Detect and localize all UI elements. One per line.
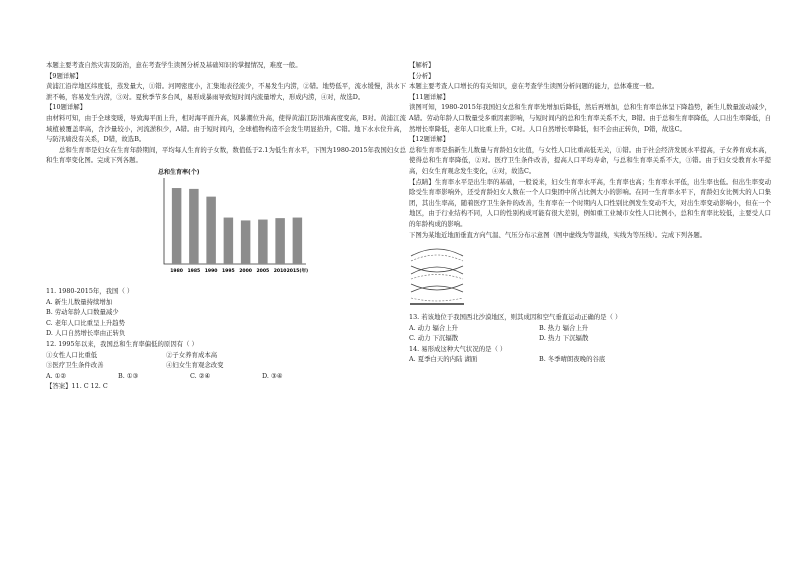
chart-tick-label-1985: 1985 — [187, 268, 201, 274]
q10-heading: 【10题详解】 — [46, 103, 87, 112]
jiexi-heading: 【解析】 — [409, 61, 435, 69]
answer-line: 【答案】11. C 12. C — [46, 382, 108, 391]
chart-tick-label-1995: 1995 — [221, 268, 235, 274]
chart-tick-label-2000: 2000 — [239, 268, 253, 274]
q11-option-d: D. 人口自然增长率由正转负 — [46, 329, 126, 338]
chart-tick-label-2010: 2010 — [273, 268, 287, 274]
fertility-intro: 总和生育率是妇女在生育年龄期间，平均每人生育的子女数，数值低于2.1为低生育水平，下图为1980-2015年我国妇女总和生育率变化图。完成下列各题。 — [46, 145, 406, 165]
fertility-chart — [158, 168, 308, 280]
q13-option-b: B. 热力 辐合上升 — [539, 323, 589, 332]
isobar-diagram-svg — [409, 244, 465, 306]
q11-explanation: 读图可知，1980-2015年我国妇女总和生育率先增加后降低，然后再增加，总和生育率总体呈下降趋势，新生儿数量波动减少，A错。劳动年龄人口数量受多重因素影响，与短时间内的总和生育率关系不大，B错。由于总和生育率降低，人口出生率降低，自然增长率降低，老年人口比重上升，C对。人口自然增长率降低，但不会由正转负，D错，故选C。 — [409, 103, 771, 133]
q13-option-a: A. 动力 辐合上升 — [409, 323, 459, 332]
q12-option-a: A. ①② — [46, 371, 67, 380]
q12-statement-1: ①女性人口比重低 — [46, 350, 98, 359]
chart-bar-2010 — [275, 218, 284, 264]
q12-statement-4: ④妇女生育观念改变 — [166, 361, 224, 370]
right-column — [409, 60, 771, 365]
q13-options-row-2 — [409, 333, 771, 344]
q12-explanation: 总和生育率是指新生儿数量与育龄妇女比值，与女性人口比重高低无关，①错。由于社会经济发展水平提高，子女养育成本高，使得总和生育率降低，②对。医疗卫生条件改善，提高人口平均寿命，与总和生育率关系不大，③错。由于妇女受教育水平提高，妇女生育观念发生变化，④对，故选C。 — [409, 145, 771, 175]
isobar-diagram — [409, 244, 465, 306]
q9-explanation: 黄浦江沿岸地区纬度低，蒸发量大，①错。河网密度小，汇集地表径流少，不易发生内涝，②错。地势低平，流水缓慢，洪水下泄不畅，容易发生内涝，③对。夏秋季节多台风，易形成暴雨导致短时间内流量增大，形成内涝，④对，故选D。 — [46, 82, 406, 101]
q11-stem: 11. 1980-2015年，我国（ ） — [46, 286, 134, 295]
left-column — [46, 60, 406, 392]
q12-option-d: D. ③④ — [262, 371, 283, 380]
q12-option-c: C. ②④ — [190, 371, 211, 380]
q13-stem: 13. 若该地位于我国西北沙漠地区，则其成因和空气垂直运动正确的是（ ） — [409, 313, 622, 322]
q12-options — [46, 371, 406, 382]
q12-statement-3: ③医疗卫生条件改善 — [46, 361, 104, 370]
q12-heading: 【12题详解】 — [409, 135, 450, 144]
q14-options-row — [409, 354, 771, 365]
chart-tick-label-2005: 2005 — [256, 268, 270, 274]
q14-option-b: B. 冬季晴朗夜晚的谷底 — [539, 355, 606, 364]
chart-bar-1985 — [189, 189, 198, 264]
q12-statement-2: ②子女养育成本高 — [166, 350, 218, 359]
tip-paragraph: 【点睛】生育率水平是出生率的基础，一般说来，妇女生育率水平高，生育率也高；生育率水平低，出生率也低。但出生率变动除受生育率影响外，还受育龄妇女人数在一个人口集团中所占比例大小的影响。在同一生育率水平下，育龄妇女比例大的人口集团，其出生率高，随着医疗卫生条件的改善，生育率在一个时期内人口性别比例发生变动不大，对出生率变动影响小，但在一个地区，由于行业结构不同，人口的性别构成可能有很大差别，例如重工业城市女性人口比例小，总和生育率比较低，主要受人口的年龄构成的影响。 — [409, 177, 771, 228]
q11-option-b: B. 劳动年龄人口数量减少 — [46, 308, 119, 317]
chart-bar-2005 — [258, 220, 267, 264]
isobar-intro: 下图为某地近地面垂直方向气温、气压分布示意图（图中虚线为等温线，实线为等压线）。完成下列各题。 — [409, 230, 707, 239]
q14-option-a: A. 夏季白天的内陆 湖面 — [409, 355, 478, 364]
analysis-text-2: 本题主要考查人口增长的有关知识，意在考查学生读图分析问题的能力，总体难度一般。 — [409, 82, 659, 91]
chart-tick-label-1990: 1990 — [204, 268, 218, 274]
chart-title: 总和生育率(个) — [158, 168, 200, 176]
chart-bar-2015 — [293, 217, 302, 263]
chart-tick-label-2015: 2015(年) — [286, 268, 308, 274]
q11-option-a: A. 新生儿数量持续增加 — [46, 297, 113, 306]
fenxi-heading: 【分析】 — [409, 71, 435, 80]
q11-option-c: C. 老年人口比重呈上升趋势 — [46, 318, 126, 327]
chart-bar-1980 — [172, 188, 181, 264]
chart-bar-1990 — [206, 197, 215, 264]
analysis-text: 本题主要考查自然灾害及防治，意在考查学生读图分析及基础知识的掌握情况，难度一般。 — [46, 61, 302, 69]
chart-bar-2000 — [241, 220, 250, 264]
chart-bar-1995 — [224, 217, 233, 263]
q14-stem: 14. 易形成这种大气状况的是（ ） — [409, 344, 507, 353]
fertility-chart-svg — [158, 168, 308, 280]
q13-option-d: D. 热力 下沉辐散 — [539, 334, 589, 343]
q10-explanation: 由材料可知，由于全球变暖，导致海平面上升，相对海平面升高，风暴潮位升高，使得黄浦江防汛墙高度变高，B对。黄浦江流域植被覆盖率高，含沙量较小，河流淤积少，A错。由于短时间内，全球植物构造不会发生明显抬升，C错。地下水水位升高，与防汛墙没有关系，D错，故选B。 — [46, 113, 406, 144]
q9-heading: 【9题详解】 — [46, 71, 83, 80]
q13-option-c: C. 动力 下沉辐散 — [409, 334, 459, 343]
q11-heading: 【11题详解】 — [409, 92, 450, 101]
q12-statements-2 — [46, 360, 406, 371]
chart-tick-label-1980: 1980 — [170, 268, 184, 274]
q12-statements-1 — [46, 350, 406, 361]
q13-options-row-1 — [409, 323, 771, 334]
q12-stem: 12. 1995年以来，我国总和生育率偏低的原因有（ ） — [46, 339, 198, 348]
q12-option-b: B. ①③ — [118, 371, 139, 380]
